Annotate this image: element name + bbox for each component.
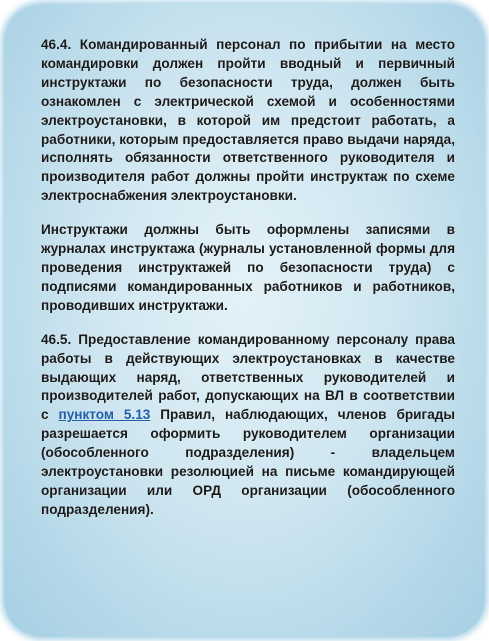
paragraph-46-5-text-start: 46.5. Предоставление командированному персоналу права работы в действующих электроустановках в качестве выдающих наряд, ответственных руководителей и производителей работ, допускающих на ВЛ в соответствии с [41,331,455,423]
paragraph-instructions-records: Инструктажи должны быть оформлены записями в журналах инструктажа (журналы установленной формы для проведения инструктажей по безопасности труда) с подписями командированных работников и работников, проводивших инструктажи. [41,222,455,313]
text-card [4,4,485,637]
document-body [41,36,455,520]
paragraph-46-5-text-end: Правил, наблюдающих, членов бригады разрешается оформить руководителем организации (обособленного подразделения) - владельцем электроустановки резолюцией на письме командирующей организации или ОРД организации (обособленного подразделения). [41,407,455,517]
clause-5-13-link[interactable]: пунктом 5.13 [58,407,151,423]
paragraph-46-4: 46.4. Командированный персонал по прибытии на место командировки должен пройти вводный и первичный инструктажи по безопасности труда, должен быть ознакомлен с электрической схемой и особенностями электроустановки, в которой им предстоит работать, а работники, которым предоставляется право выдачи наряда, исполнять обязанности ответственного руководителя и производителя работ должны пройти инструктаж по схеме электроснабжения электроустановки. [41,37,455,204]
paragraph-46-5 [41,331,455,520]
